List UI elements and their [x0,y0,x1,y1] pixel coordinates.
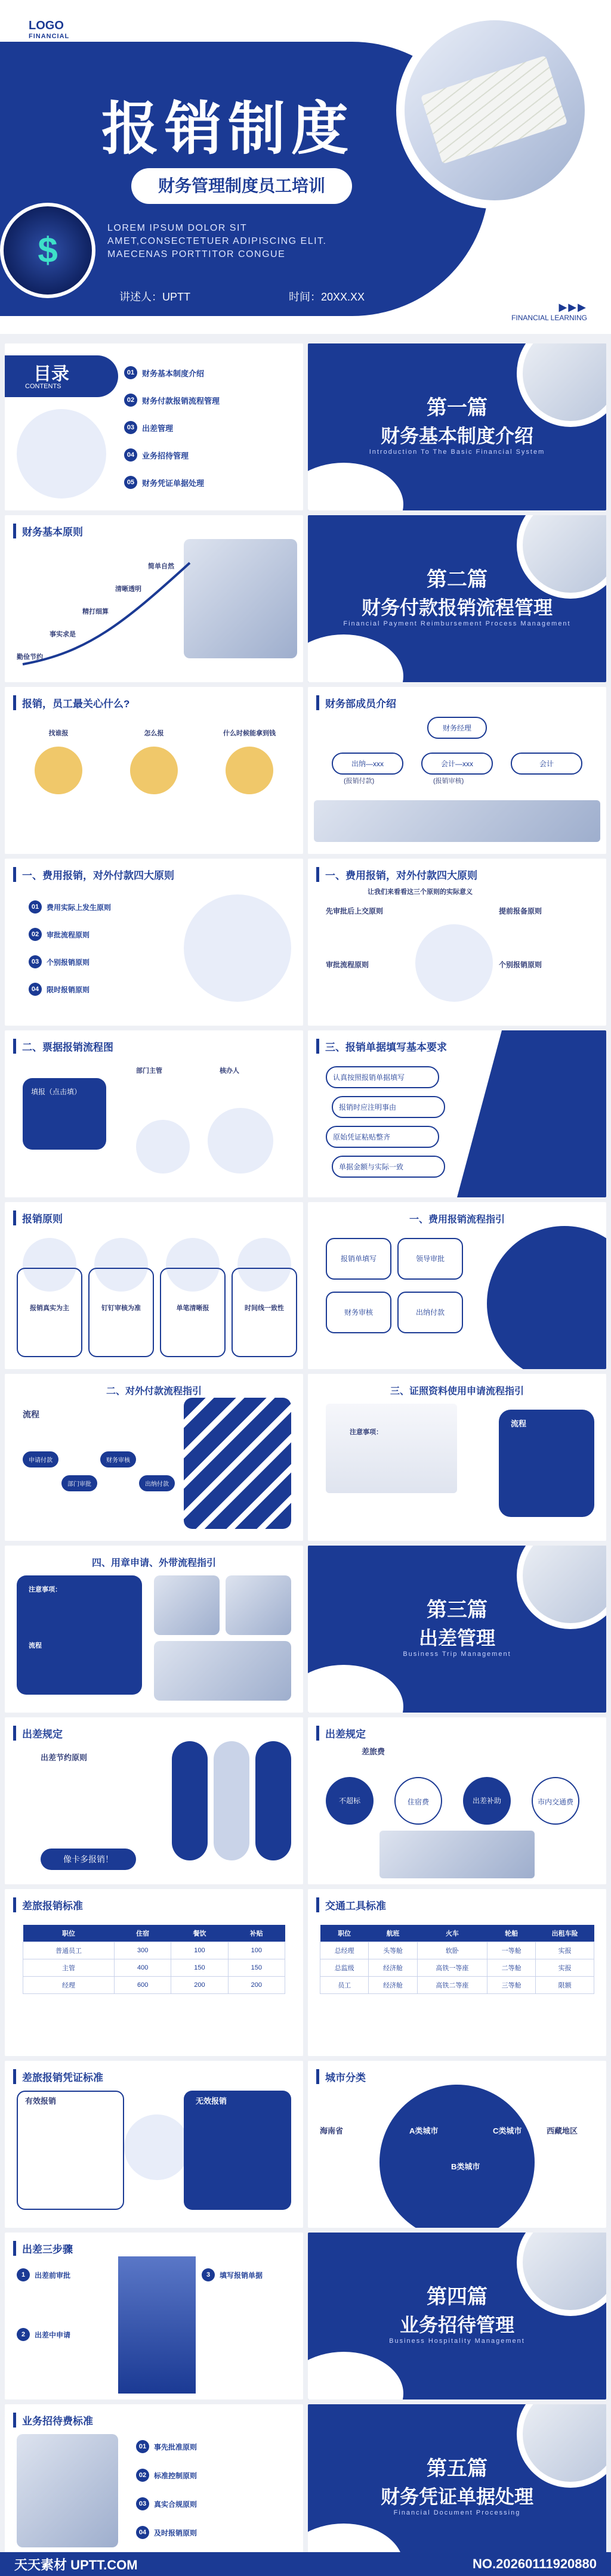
hand-photo [415,924,493,1002]
flow-step: 财务审核 [100,1451,136,1467]
slide-title: 一、费用报销，对外付款四大原则 [13,867,174,882]
action-button[interactable]: 像卡多报销！ [41,1849,136,1870]
sub-title: 差旅费 [362,1747,385,1756]
table-cell: 高铁二等座 [417,1977,487,1994]
sky-photo [118,2256,196,2394]
chapter-name: 业务招待管理 [399,2314,514,2336]
table-cell: 一等舱 [487,1942,535,1959]
table-cell: 员工 [320,1977,369,1994]
toc-label: 业务招待管理 [142,451,189,460]
table-cell: 600 [115,1977,171,1994]
calculator-photo [184,894,291,1002]
table-header: 职位 [320,1925,369,1942]
slide-title: 一、费用报销，对外付款四大原则 [316,867,477,882]
report-photo [379,1831,535,1878]
apply-slide[interactable] [5,1546,303,1713]
watermark-right: NO.20260111920880 [473,2556,597,2571]
rule-item: 单据金额与实际一致 [332,1156,445,1178]
cover-slide[interactable] [0,0,611,334]
cover-title: 报销制度 [101,97,354,161]
principle-step: 精打细算 [82,608,109,615]
item-label: 标准控制原则 [154,2471,198,2480]
monitor-photo [326,1404,457,1493]
toc-item[interactable] [124,448,189,462]
dept-member: 出纳—xxx [332,753,403,775]
table-row [320,1977,594,1994]
slide-title: 四、用章申请、外带流程指引 [91,1558,216,1568]
money-photo [17,2434,118,2547]
table-cell: 150 [228,1959,285,1977]
step-label: 填写报销单据 [220,2271,263,2280]
table-header: 职位 [23,1925,115,1942]
stripe-decoration [184,1398,291,1529]
contract-slide[interactable] [308,1374,606,1541]
cover-foot: ▶▶▶ FINANCIAL LEARNING [511,301,587,322]
chapter-number: 第三篇 [427,1599,487,1621]
concern-icon [226,747,273,794]
table-row [320,1942,594,1959]
time: 时间：20XX.XX [289,291,365,303]
table-cell: 100 [228,1942,285,1959]
principle-item [29,900,111,914]
concern-icon [35,747,82,794]
toc-number: 02 [124,394,137,407]
chapter-en: Financial Document Processing [393,2509,521,2516]
flow-step: 申请付款 [23,1451,58,1467]
photo-3 [154,1641,291,1701]
table-cell: 总经理 [320,1942,369,1959]
city-right: 西藏地区 [547,2126,578,2135]
toc-title: 目录 [33,364,69,384]
chapter-number: 第二篇 [427,568,487,591]
chapter-name: 财务付款报销流程管理 [361,597,553,618]
chapter-en: Financial Payment Reimbursement Process Management [343,620,571,627]
slide-title: 财务基本原则 [13,524,83,538]
chapter-4-slide[interactable] [308,2233,606,2399]
flowchart-slide[interactable] [5,1030,303,1197]
cover-photo [396,12,593,209]
table-cell: 普通员工 [23,1942,115,1959]
principle-step: 勤俭节约 [17,654,43,661]
table-cell: 三等舱 [487,1977,535,1994]
toc-photo [17,409,106,499]
chapter-3-slide[interactable] [308,1546,606,1713]
city-slide[interactable] [308,2061,606,2228]
table-header: 轮船 [487,1925,535,1942]
principle-item [29,928,90,941]
concern-label: 找谁报 [48,730,69,737]
dept-member: 会计—xxx [421,753,493,775]
table-cell: 高铁一等座 [417,1959,487,1977]
item-label: 个别报销原则 [47,958,90,967]
city-class: A类城市 [409,2126,439,2135]
city-photo [184,539,297,658]
table-row [320,1959,594,1977]
step-label: 出差前审批 [35,2271,71,2280]
toc-item[interactable] [124,476,204,489]
slide-title: 差旅报销凭证标准 [13,2069,103,2084]
slide-title: 一、费用报销流程指引 [409,1215,505,1225]
city-class: B类城市 [451,2162,480,2171]
item-number: 01 [29,900,42,914]
table-cell: 软卧 [417,1942,487,1959]
rules-slide[interactable] [308,1030,606,1197]
flow-box: 出纳付款 [397,1292,463,1333]
flow-step: 部门审批 [61,1475,97,1491]
concern-slide[interactable] [5,687,303,854]
standard-table [23,1925,285,1994]
toc-item[interactable] [124,394,220,407]
note-label: 注意事项： [350,1429,382,1436]
item-label: 审批流程原则 [47,930,90,939]
city-left: 海南省 [320,2126,344,2135]
table-header: 出租车险 [536,1925,594,1942]
chapter-2-slide[interactable] [308,515,606,682]
principle-item: 提前报备原则 [499,907,542,915]
chapter-en: Business Hospitality Management [389,2337,525,2345]
flow-photo-2 [208,1108,273,1174]
principle-step: 事实求是 [50,631,76,638]
flow-box: 领导审批 [397,1238,463,1280]
cover-subtitle: 财务管理制度员工培训 [131,168,352,204]
table-cell: 400 [115,1959,171,1977]
flow1-slide[interactable] [308,1202,606,1369]
item-number: 03 [29,955,42,968]
item-number: 03 [136,2497,149,2510]
hosp-item [136,2497,197,2510]
arrow-icon: ▶▶▶ [558,301,587,313]
rule-item: 报销时应注明事由 [332,1096,445,1118]
trip-steps-slide[interactable] [5,2233,303,2399]
reimb-label: 单笔清晰报 [176,1305,209,1312]
note-label: 注意事项： [29,1586,61,1593]
table-cell: 实报 [536,1942,594,1959]
table-cell: 150 [171,1959,228,1977]
item-label: 限时报销原则 [47,985,90,994]
item-label: 真实合规原则 [154,2500,198,2509]
table-cell: 头等舱 [369,1942,417,1959]
dept-slide[interactable] [308,687,606,854]
slide-title: 出差规定 [316,1726,366,1741]
intro-text: 让我们来看看这三个原则的实际意义 [368,888,473,896]
flow-label-2: 核办人 [220,1067,239,1075]
hosp-item [136,2440,197,2453]
table-cell: 200 [228,1977,285,1994]
toc-number: 01 [124,366,137,379]
toc-label: 财务付款报销流程管理 [142,396,220,405]
hosp-slide[interactable] [5,2404,303,2571]
office-photos [314,800,600,842]
voucher-slide[interactable] [5,2061,303,2228]
chapter-name: 财务凭证单据处理 [380,2486,533,2507]
table-cell: 实报 [536,1959,594,1977]
trip-item: 不超标 [326,1777,374,1825]
table-cell: 主管 [23,1959,115,1977]
chapter-en: Introduction To The Basic Financial System [369,448,545,456]
chapter-number: 第五篇 [427,2457,487,2480]
chapter-number: 第一篇 [427,397,487,419]
chapter-5-slide[interactable] [308,2404,606,2571]
step-number: 2 [17,2328,30,2341]
dept-member: 会计 [511,753,582,775]
watermark-bar [0,2552,611,2576]
slide-title: 二、票据报销流程图 [13,1039,113,1054]
table-row [23,1959,285,1977]
flow-box: 财务审核 [326,1292,391,1333]
trip-rules-slide[interactable] [5,1717,303,1884]
hosp-item [136,2526,197,2539]
chapter-name: 出差管理 [418,1627,495,1649]
flow-head: 流程 [29,1642,42,1649]
table-cell: 经济舱 [369,1977,417,1994]
principle-item [29,955,90,968]
flow-photo-1 [136,1120,190,1174]
rule-item: 原始凭证粘贴整齐 [326,1126,439,1148]
trip-item: 市内交通费 [532,1777,579,1825]
slide-title: 城市分类 [316,2069,366,2084]
trip-item: 出差补助 [463,1777,511,1825]
chapter-en: Business Trip Management [403,1651,511,1658]
slide-title: 业务招待费标准 [13,2413,93,2428]
step-label: 出差中申请 [35,2330,71,2339]
toc-number: 04 [124,448,137,462]
toc-label: 财务基本制度介绍 [142,369,205,378]
flow-box: 报销单填写 [326,1238,391,1280]
trip-step [17,2328,70,2341]
dollar-icon: $ [0,203,95,298]
dept-role: (报销付款) [344,778,375,785]
item-label: 事先批准原则 [154,2442,198,2451]
toc-label: 出差管理 [142,423,174,433]
item-number: 02 [136,2469,149,2482]
chapter-1-slide[interactable] [308,343,606,510]
dept-role: (报销审核) [433,778,464,785]
table-cell: 200 [171,1977,228,1994]
watermark-left: 天天素材 UPTT.COM [14,2557,138,2572]
slide-title: 出差三步骤 [13,2241,73,2256]
flow-label-1: 部门主管 [136,1067,162,1075]
slide-title: 交通工具标准 [316,1897,386,1912]
chapter-number: 第四篇 [427,2286,487,2308]
trip-step [17,2268,70,2281]
slide-title: 财务部成员介绍 [316,695,396,710]
toc-number: 03 [124,421,137,434]
principle-step: 简单自然 [148,563,174,570]
flow-step: 出纳付款 [139,1475,175,1491]
principle-item [29,983,90,996]
slide-title: 报销，员工最关心什么? [13,695,129,710]
invalid-label: 无效报销 [196,2097,227,2106]
flow-head: 流程 [511,1419,527,1428]
table-cell: 经理 [23,1977,115,1994]
toc-title-en: CONTENTS [25,383,61,390]
table-row [23,1942,285,1959]
slide-title: 二、对外付款流程指引 [106,1386,202,1397]
principle-item: 个别报销原则 [499,961,542,969]
toc-label: 财务凭证单据处理 [142,478,205,488]
table-cell: 总监级 [320,1959,369,1977]
chapter-name: 财务基本制度介绍 [380,425,533,447]
flow-box: 填报（点击填） [23,1078,106,1150]
principle-item: 审批流程原则 [326,961,369,969]
item-number: 01 [136,2440,149,2453]
slide-title: 三、证照资料使用申请流程指引 [390,1386,524,1397]
item-number: 04 [29,983,42,996]
voucher-photo [124,2114,190,2180]
principles-slide[interactable] [5,515,303,682]
valid-label: 有效报销 [25,2097,57,2106]
reimb-label: 报销真实为主 [30,1305,69,1312]
table-header: 火车 [417,1925,487,1942]
toc-slide[interactable] [5,343,303,510]
photo-2 [226,1575,291,1635]
reimb-label: 时间线一致性 [245,1305,284,1312]
slide-title: 三、报销单据填写基本要求 [316,1039,447,1054]
four-principles-detail-slide[interactable] [308,859,606,1026]
step-number: 1 [17,2268,30,2281]
table-cell: 经济舱 [369,1959,417,1977]
city-class: C类城市 [493,2126,522,2135]
reimb-principles-slide[interactable] [5,1202,303,1369]
cover-meta [119,289,460,304]
table-cell: 100 [171,1942,228,1959]
slide-title: 报销原则 [13,1210,63,1225]
table-header: 餐饮 [171,1925,228,1942]
trip-rules2-slide[interactable] [308,1717,606,1884]
concern-label: 什么时候能拿到钱 [223,730,276,737]
hosp-item [136,2469,197,2482]
toc-item[interactable] [124,421,173,434]
table-header: 补贴 [228,1925,285,1942]
concern-icon [130,747,178,794]
principle-step: 清晰透明 [115,586,141,593]
dept-top: 财务经理 [427,717,487,739]
flow-head: 流程 [23,1410,39,1419]
presenter: 讲述人：UPTT [119,291,190,303]
table-header: 住宿 [115,1925,171,1942]
concern-label: 怎么报 [144,730,164,737]
reimb-label: 钉钉审核为准 [101,1305,141,1312]
table-cell: 限额 [536,1977,594,1994]
sub-title: 出差节约原则 [41,1753,88,1762]
item-label: 费用实际上发生原则 [47,903,112,912]
table-cell: 二等舱 [487,1959,535,1977]
principle-item: 先审批后上交原则 [326,907,384,915]
photo-1 [154,1575,220,1635]
outpay-slide[interactable] [5,1374,303,1541]
cover-lorem: LOREM IPSUM DOLOR SIT AMET,CONSECTETUER ADIPISCING ELIT. MAECENAS PORTTITOR CONGUE [107,223,327,259]
table-cell: 300 [115,1942,171,1959]
slide-title: 差旅报销标准 [13,1897,83,1912]
rule-item: 认真按照报销单据填写 [326,1066,439,1088]
step-number: 3 [202,2268,215,2281]
table-row [23,1977,285,1994]
item-label: 及时报销原则 [154,2528,198,2537]
toc-number: 05 [124,476,137,489]
four-principles-slide[interactable] [5,859,303,1026]
table-header: 航班 [369,1925,417,1942]
standard-slide[interactable] [5,1889,303,2056]
toc-item[interactable] [124,366,204,379]
item-number: 02 [29,928,42,941]
transport-slide[interactable] [308,1889,606,2056]
trip-item: 住宿费 [394,1777,442,1825]
item-number: 04 [136,2526,149,2539]
trip-step [202,2268,263,2281]
slide-title: 出差规定 [13,1726,63,1741]
logo: LOGO FINANCIAL [29,19,70,40]
transport-table [320,1925,594,1994]
